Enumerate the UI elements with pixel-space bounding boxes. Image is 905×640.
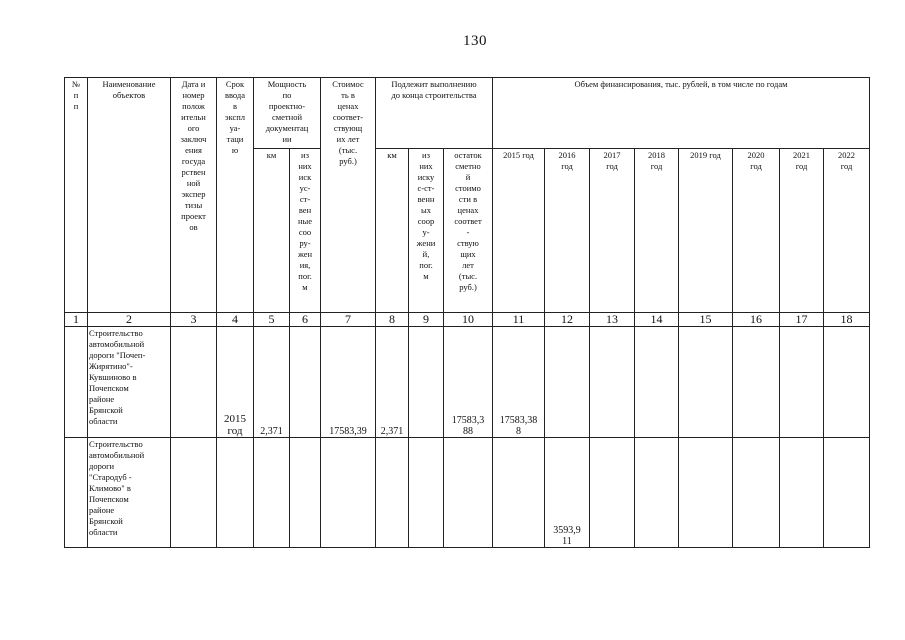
- column-number: 5: [254, 313, 290, 327]
- column-number: 12: [545, 313, 590, 327]
- year-2017-cell: [590, 438, 635, 548]
- column-number: 7: [321, 313, 376, 327]
- column-number: 17: [780, 313, 824, 327]
- year-2020-cell: [733, 438, 780, 548]
- table-row: [65, 438, 870, 548]
- object-name: Строительство автомобильной дороги "Почеп- Жирятино"- Кувшиново в Почепском районе Брянской области: [88, 327, 171, 438]
- header-year-2015: 2015 год: [493, 149, 545, 313]
- header-object-name: Наименование объектов: [88, 78, 171, 313]
- header-remaining-cost: остаток сметно й стоимо сти в ценах соответ - ствую щих лет (тыс. руб.): [444, 149, 493, 313]
- year-2019-cell: [679, 327, 733, 438]
- table-row: [65, 327, 870, 438]
- header-year-2018: 2018 год: [635, 149, 679, 313]
- remaining-artificial-cell: [409, 438, 444, 548]
- column-number: 10: [444, 313, 493, 327]
- header-year-2016: 2016 год: [545, 149, 590, 313]
- header-row-1: [65, 78, 870, 149]
- header-capacity-artificial: из них иск ус- ст- вен ные соо ру- жен ия, пог. м: [290, 149, 321, 313]
- year-2019-cell: [679, 438, 733, 548]
- year-2015-cell: [493, 438, 545, 548]
- year-2022-cell: [824, 438, 870, 548]
- year-2015-cell: 17583,38 8: [493, 327, 545, 438]
- column-number: 4: [217, 313, 254, 327]
- remaining-km-cell: [376, 438, 409, 548]
- artificial-cell: [290, 438, 321, 548]
- header-year-2019: 2019 год: [679, 149, 733, 313]
- commission-cell: 2015 год: [217, 327, 254, 438]
- header-year-2022: 2022 год: [824, 149, 870, 313]
- row-number: [65, 438, 88, 548]
- column-number: 14: [635, 313, 679, 327]
- remaining-km-cell: 2,371: [376, 327, 409, 438]
- year-2016-cell: 3593,9 11: [545, 438, 590, 548]
- year-2021-cell: [780, 438, 824, 548]
- column-number: 16: [733, 313, 780, 327]
- cost-cell: 17583,39: [321, 327, 376, 438]
- artificial-cell: [290, 327, 321, 438]
- km-cell: [254, 438, 290, 548]
- column-number: 3: [171, 313, 217, 327]
- commission-cell: [217, 438, 254, 548]
- column-number: 13: [590, 313, 635, 327]
- remaining-cost-cell: [444, 438, 493, 548]
- column-number: 11: [493, 313, 545, 327]
- column-number: 9: [409, 313, 444, 327]
- object-name: Строительство автомобильной дороги "Стародуб - Климово" в Почепском районе Брянской области: [88, 438, 171, 548]
- header-remaining-artificial: из них иску с-ст- венн ых соор у- жени й, пог. м: [409, 149, 444, 313]
- header-year-2020: 2020 год: [733, 149, 780, 313]
- header-remaining-group: Подлежит выполнению до конца строительства: [376, 78, 493, 149]
- year-2018-cell: [635, 327, 679, 438]
- header-capacity-km: км: [254, 149, 290, 313]
- column-number: 18: [824, 313, 870, 327]
- column-number: 8: [376, 313, 409, 327]
- expertise-cell: [171, 438, 217, 548]
- header-year-2017: 2017 год: [590, 149, 635, 313]
- remaining-artificial-cell: [409, 327, 444, 438]
- year-2021-cell: [780, 327, 824, 438]
- header-year-2021: 2021 год: [780, 149, 824, 313]
- header-expertise: Дата и номер полож ительн ого заключ ения госуда рствен ной экспер тизы проект ов: [171, 78, 217, 313]
- year-2022-cell: [824, 327, 870, 438]
- header-funding-group: Объем финансирования, тыс. рублей, в том числе по годам: [493, 78, 870, 149]
- column-number: 6: [290, 313, 321, 327]
- column-number: 2: [88, 313, 171, 327]
- expertise-cell: [171, 327, 217, 438]
- header-cost: Стоимос ть в ценах соответ- ствующ их лет (тыс. руб.): [321, 78, 376, 313]
- year-2017-cell: [590, 327, 635, 438]
- year-2018-cell: [635, 438, 679, 548]
- remaining-cost-cell: 17583,3 88: [444, 327, 493, 438]
- header-capacity-group: Мощность по проектно- сметной документац ии: [254, 78, 321, 149]
- year-2020-cell: [733, 327, 780, 438]
- page-number: 130: [463, 33, 487, 49]
- column-number: 15: [679, 313, 733, 327]
- header-commission-date: Срок ввода в экспл уа- таци ю: [217, 78, 254, 313]
- cost-cell: [321, 438, 376, 548]
- construction-funding-table: [64, 77, 870, 548]
- km-cell: 2,371: [254, 327, 290, 438]
- header-number: № п п: [65, 78, 88, 313]
- header-remaining-km: км: [376, 149, 409, 313]
- year-2016-cell: [545, 327, 590, 438]
- row-number: [65, 327, 88, 438]
- column-number: 1: [65, 313, 88, 327]
- column-number-row: [65, 313, 870, 327]
